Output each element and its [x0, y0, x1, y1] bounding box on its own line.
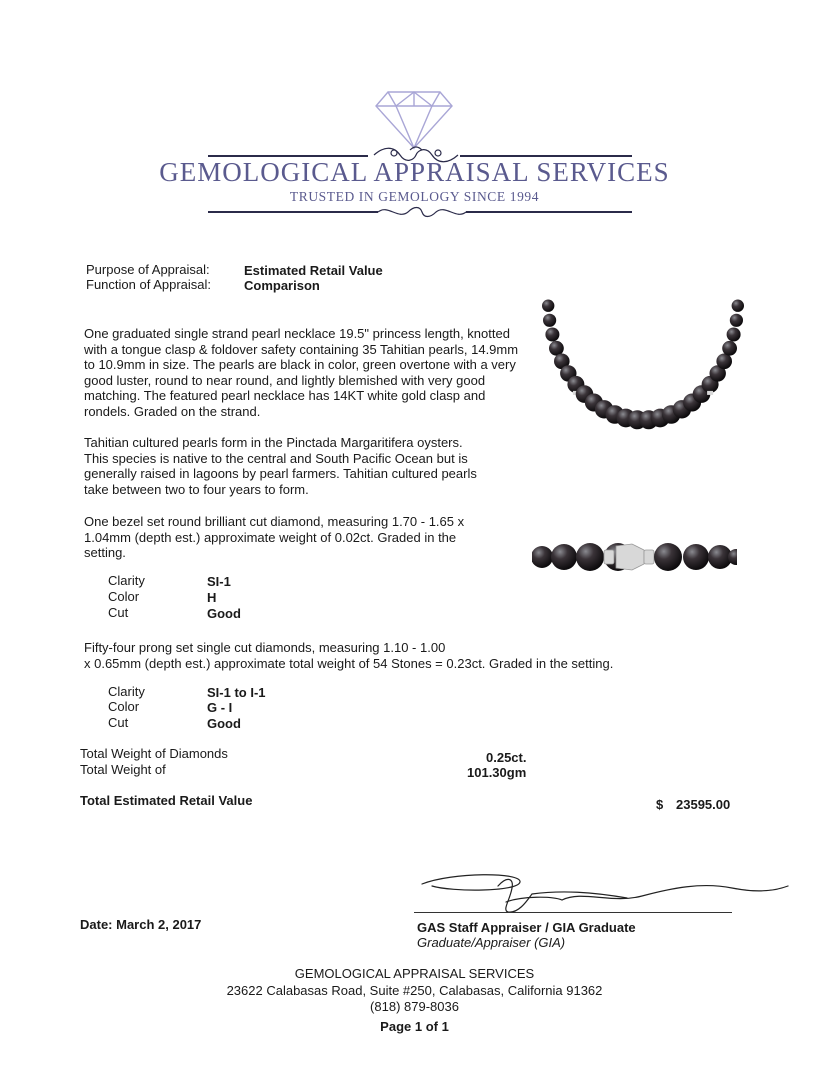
grade1-color-label: Color: [108, 589, 140, 604]
grade2-color-value: G - I: [207, 700, 233, 715]
diamond-logo-icon: [374, 88, 454, 150]
total-weight-value: 101.30gm: [467, 765, 527, 780]
grade1-cut-label: Cut: [108, 605, 129, 620]
pearl: [543, 314, 556, 327]
diamond-description-2-line2: x 0.65mm (depth est.) approximate total weight of 54 Stones = 0.23ct. Graded in the setting.: [84, 656, 614, 671]
page-number: Page 1 of 1: [380, 1019, 449, 1034]
pearl: [542, 300, 554, 312]
pearl: [716, 354, 732, 370]
grade2-clarity-label: Clarity: [108, 684, 145, 699]
header-rule-bottom-right: [466, 211, 632, 213]
total-diamonds-label: Total Weight of Diamonds: [80, 746, 228, 761]
rondel: [707, 391, 713, 395]
footer-address: 23622 Calabasas Road, Suite #250, Calabasas, California 91362: [226, 983, 603, 998]
appraisal-date: Date: March 2, 2017: [80, 917, 202, 932]
purpose-value: Estimated Retail Value: [244, 263, 383, 278]
diamond-description-2-line1: Fifty-four prong set single cut diamonds, measuring 1.10 - 1.00: [84, 640, 446, 655]
pearl: [549, 341, 564, 356]
grade2-cut-value: Good: [207, 716, 241, 731]
signature-line: [414, 912, 732, 913]
total-weight-label: Total Weight of: [80, 762, 166, 777]
tahitian-description: Tahitian cultured pearls form in the Pinctada Margaritifera oysters. This species is native to the central and South Pacific Ocean but is generally raised in lagoons by pearl farmers. Tahitian cultured pearls take between two to four years to form.: [84, 435, 477, 497]
grade2-clarity-value: SI-1 to I-1: [207, 685, 266, 700]
pearl: [722, 341, 737, 356]
pearl-description: One graduated single strand pearl necklace 19.5" princess length, knotted with a tongue clasp & foldover safety containing 35 Tahitian pearls, 14.9mm to 10.9mm in size. The pearls are black in color, green overtone with a very good luster, round to near round, and lightly blemished with very good matching. The featured pearl necklace has 14KT white gold clasp and rondels. Graded on the strand.: [84, 326, 519, 419]
grade1-cut-value: Good: [207, 606, 241, 621]
pearl-necklace-photo: [528, 278, 758, 440]
grade1-clarity-value: SI-1: [207, 574, 231, 589]
appraiser-title: GAS Staff Appraiser / GIA Graduate: [417, 920, 636, 935]
grade2-cut-label: Cut: [108, 715, 129, 730]
grade2-color-label: Color: [108, 699, 140, 714]
total-retail-value: 23595.00: [676, 797, 731, 812]
footer-company: GEMOLOGICAL APPRAISAL SERVICES: [294, 966, 535, 981]
pearl: [727, 328, 741, 342]
appraiser-signature: [412, 866, 792, 918]
appraiser-subtitle: Graduate/Appraiser (GIA): [417, 935, 566, 950]
purpose-label: Purpose of Appraisal:: [86, 262, 210, 277]
pearl-clasp-photo: [532, 532, 737, 582]
diamond-description-1: One bezel set round brilliant cut diamond, measuring 1.70 - 1.65 x 1.04mm (depth est.) approximate weight of 0.02ct. Graded in the setting.: [84, 514, 465, 560]
pearl: [732, 300, 744, 312]
footer-phone: (818) 879-8036: [370, 999, 459, 1014]
grade1-clarity-label: Clarity: [108, 573, 145, 588]
company-logo-title: GEMOLOGICAL APPRAISAL SERVICES: [159, 157, 670, 187]
pearl: [545, 328, 559, 342]
currency-symbol: $: [656, 797, 664, 812]
scroll-ornament-bottom-icon: [372, 202, 472, 222]
pearl: [730, 314, 743, 327]
function-value: Comparison: [244, 278, 320, 293]
company-tagline: TRUSTED IN GEMOLOGY SINCE 1994: [289, 189, 540, 204]
total-diamonds-value: 0.25ct.: [486, 750, 527, 765]
total-retail-label: Total Estimated Retail Value: [80, 793, 253, 808]
header-rule-bottom-left: [208, 211, 378, 213]
function-label: Function of Appraisal:: [86, 277, 212, 292]
grade1-color-value: H: [207, 590, 217, 605]
